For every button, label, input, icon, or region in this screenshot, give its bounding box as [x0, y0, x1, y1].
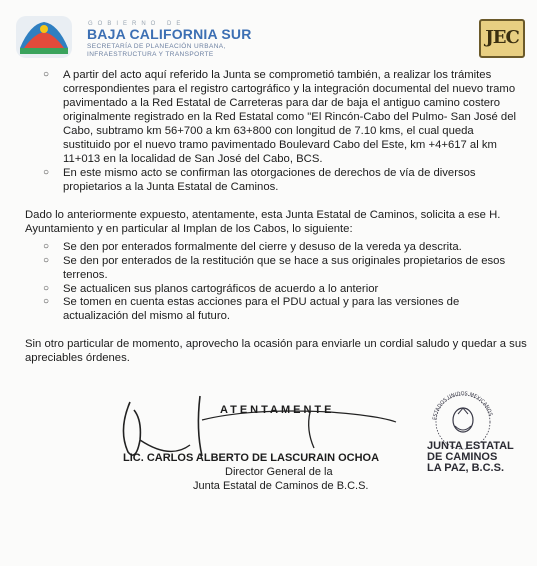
bullet-a-line: 11+013 en la localidad de San José del Cabo, BCS.	[63, 153, 323, 165]
list-item: Se den por enterados de la restitución que se hace a sus originales propietarios de esos	[63, 255, 506, 267]
signer-role-line-2: Junta Estatal de Caminos de B.C.S.	[193, 480, 369, 492]
bullet-a-line: originalmente registrado en la Red Estatal como "El Rincón-Cabo del Pulmo- San José del	[63, 111, 516, 123]
closing-line: Sin otro particular de momento, aprovecho la ocasión para enviarle un cordial saludo y quedar a sus	[25, 338, 527, 350]
bullet-circle-icon: ○	[43, 69, 50, 80]
closing-line: apreciables órdenes.	[25, 352, 130, 364]
gov-title: BAJA CALIFORNIA SUR	[87, 26, 252, 42]
bullet-circle-icon: ○	[43, 167, 50, 178]
jec-logo-text: JEC	[485, 27, 519, 48]
bcs-government-logo	[14, 14, 74, 60]
seal-line: JUNTA ESTATAL	[427, 440, 514, 452]
bullet-a-line: correspondientes para el registro cartográfico y la integración documental del nuevo tramo	[63, 83, 516, 95]
letterhead	[0, 0, 537, 66]
gov-subtitle-2: INFRAESTRUCTURA Y TRANSPORTE	[87, 51, 214, 58]
list-item: terrenos.	[63, 269, 108, 281]
bullet-circle-icon: ○	[43, 241, 50, 252]
seal-line: LA PAZ, B.C.S.	[427, 462, 504, 474]
bullet-circle-icon: ○	[43, 255, 50, 266]
svg-text:ESTADOS UNIDOS MEXICANOS: ESTADOS UNIDOS MEXICANOS	[432, 390, 494, 421]
bullet-a-line: Cabo, subtramo km 56+700 a km 63+800 con longitud de 7.10 kms, el cual queda	[63, 125, 474, 137]
bullet-b-line: En este mismo acto se confirman las otorgaciones de derechos de vía de diversos	[63, 167, 476, 179]
seal-label	[427, 441, 514, 474]
bullet-circle-icon: ○	[43, 296, 50, 307]
signer-role-line-1: Director General de la	[225, 466, 333, 478]
bullet-b-line: propietarios a la Junta Estatal de Caminos.	[63, 181, 279, 193]
list-item: actualización del mismo al futuro.	[63, 310, 231, 322]
paragraph-line: Dado lo anteriormente expuesto, atentamente, esta Junta Estatal de Caminos, solicita a ese H.	[25, 209, 501, 221]
list-item: Se tomen en cuenta estas acciones para el PDU actual y para las versiones de	[63, 296, 460, 308]
jec-logo	[479, 19, 525, 58]
signer-name: LIC. CARLOS ALBERTO DE LASCURAIN OCHOA	[123, 452, 380, 464]
bullet-a-line: A partir del acto aquí referido la Junta se comprometió también, a realizar los trámites	[63, 69, 492, 81]
bullet-a-line: sustituido por el nuevo tramo pavimentado Boulevard Cabo del Este, km +4+617 al km	[63, 139, 497, 151]
gov-subtitle-1: SECRETARÍA DE PLANEACIÓN URBANA,	[87, 43, 226, 50]
seal-line: DE CAMINOS	[427, 451, 498, 463]
paragraph-line: Ayuntamiento y en particular al Implan de los Cabos, lo siguiente:	[25, 223, 353, 235]
gov-small-label: GOBIERNO DE	[88, 21, 186, 27]
list-item: Se actualicen sus planos cartográficos de acuerdo a lo anterior	[63, 283, 379, 295]
bullet-a-line: pavimentado a la Red Estatal de Carreteras para dar de baja el antiguo camino costero	[63, 97, 501, 109]
bullet-circle-icon: ○	[43, 283, 50, 294]
list-item: Se den por enterados formalmente del cierre y desuso de la vereda ya descrita.	[63, 241, 462, 253]
closing-salutation: ATENTAMENTE	[220, 404, 335, 416]
